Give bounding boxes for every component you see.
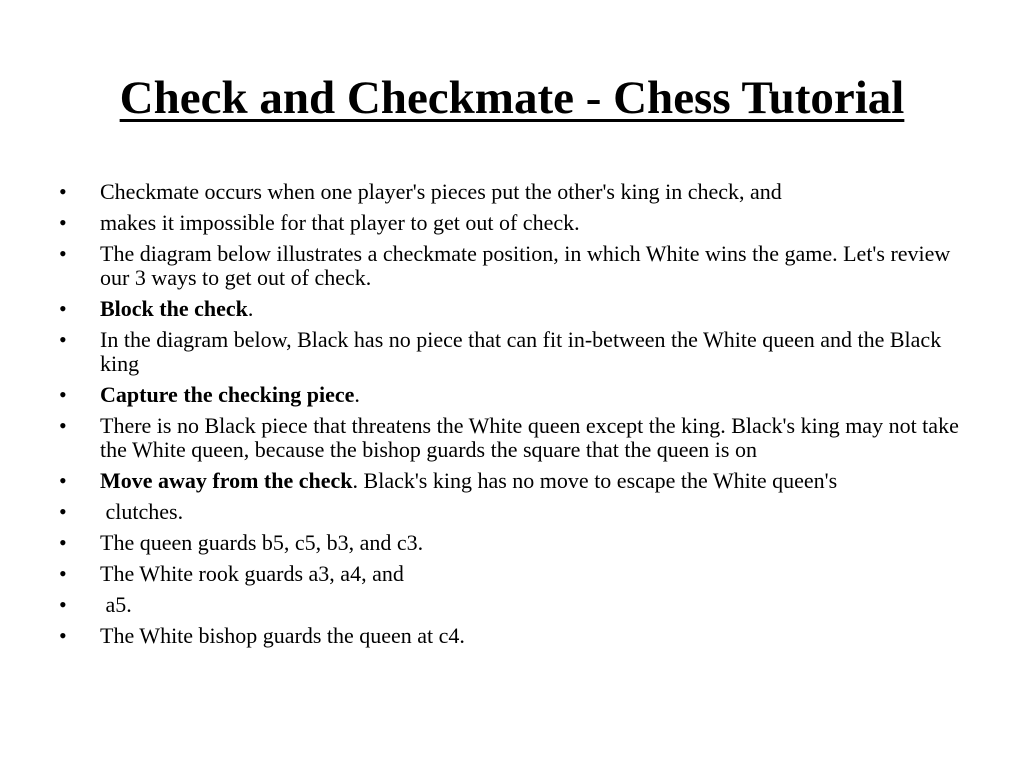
- bullet-mark: •: [59, 210, 67, 235]
- bullet-mark: •: [59, 241, 67, 266]
- bullet-item: [56, 562, 976, 586]
- bullet-item: [56, 180, 976, 204]
- bullet-mark: •: [59, 382, 67, 407]
- bullet-mark: •: [59, 179, 67, 204]
- bullet-text: a5.: [100, 592, 132, 617]
- bullet-item: [56, 469, 976, 493]
- bullet-mark: •: [59, 561, 67, 586]
- bullet-text: The White rook guards a3, a4, and: [100, 561, 404, 586]
- bullet-mark: •: [59, 499, 67, 524]
- bullet-list: [56, 180, 976, 655]
- bullet-item: [56, 383, 976, 407]
- bullet-text: . Black's king has no move to escape the White queen's: [352, 468, 838, 493]
- bullet-mark: •: [59, 530, 67, 555]
- bullet-bold-text: Capture the checking piece: [100, 382, 355, 407]
- bullet-item: [56, 593, 976, 617]
- bullet-text: The diagram below illustrates a checkmate position, in which White wins the game. Let's review our 3 ways to get out of check.: [100, 241, 951, 290]
- bullet-item: [56, 211, 976, 235]
- bullet-bold-text: Block the check: [100, 296, 248, 321]
- bullet-item: [56, 624, 976, 648]
- bullet-mark: •: [59, 413, 67, 438]
- bullet-mark: •: [59, 468, 67, 493]
- bullet-mark: •: [59, 592, 67, 617]
- bullet-text: The queen guards b5, c5, b3, and c3.: [100, 530, 424, 555]
- bullet-text: There is no Black piece that threatens the White queen except the king. Black's king may not take the White queen, because the bishop guards the square that the queen is on: [100, 413, 959, 462]
- bullet-item: [56, 500, 976, 524]
- bullet-text: The White bishop guards the queen at c4.: [100, 623, 465, 648]
- bullet-text: Checkmate occurs when one player's pieces put the other's king in check, and: [100, 179, 782, 204]
- bullet-mark: •: [59, 327, 67, 352]
- bullet-text: In the diagram below, Black has no piece that can fit in-between the White queen and the Black king: [100, 327, 942, 376]
- bullet-text: .: [354, 382, 360, 407]
- bullet-item: [56, 242, 976, 290]
- bullet-item: [56, 328, 976, 376]
- bullet-mark: •: [59, 296, 67, 321]
- bullet-mark: •: [59, 623, 67, 648]
- bullet-item: [56, 414, 976, 462]
- bullet-item: [56, 297, 976, 321]
- bullet-text: clutches.: [100, 499, 184, 524]
- bullet-text: .: [247, 296, 254, 321]
- bullet-text: makes it impossible for that player to get out of check.: [100, 210, 580, 235]
- bullet-bold-text: Move away from the check: [100, 468, 353, 493]
- slide-title: Check and Checkmate - Chess Tutorial: [119, 72, 905, 124]
- bullet-item: [56, 531, 976, 555]
